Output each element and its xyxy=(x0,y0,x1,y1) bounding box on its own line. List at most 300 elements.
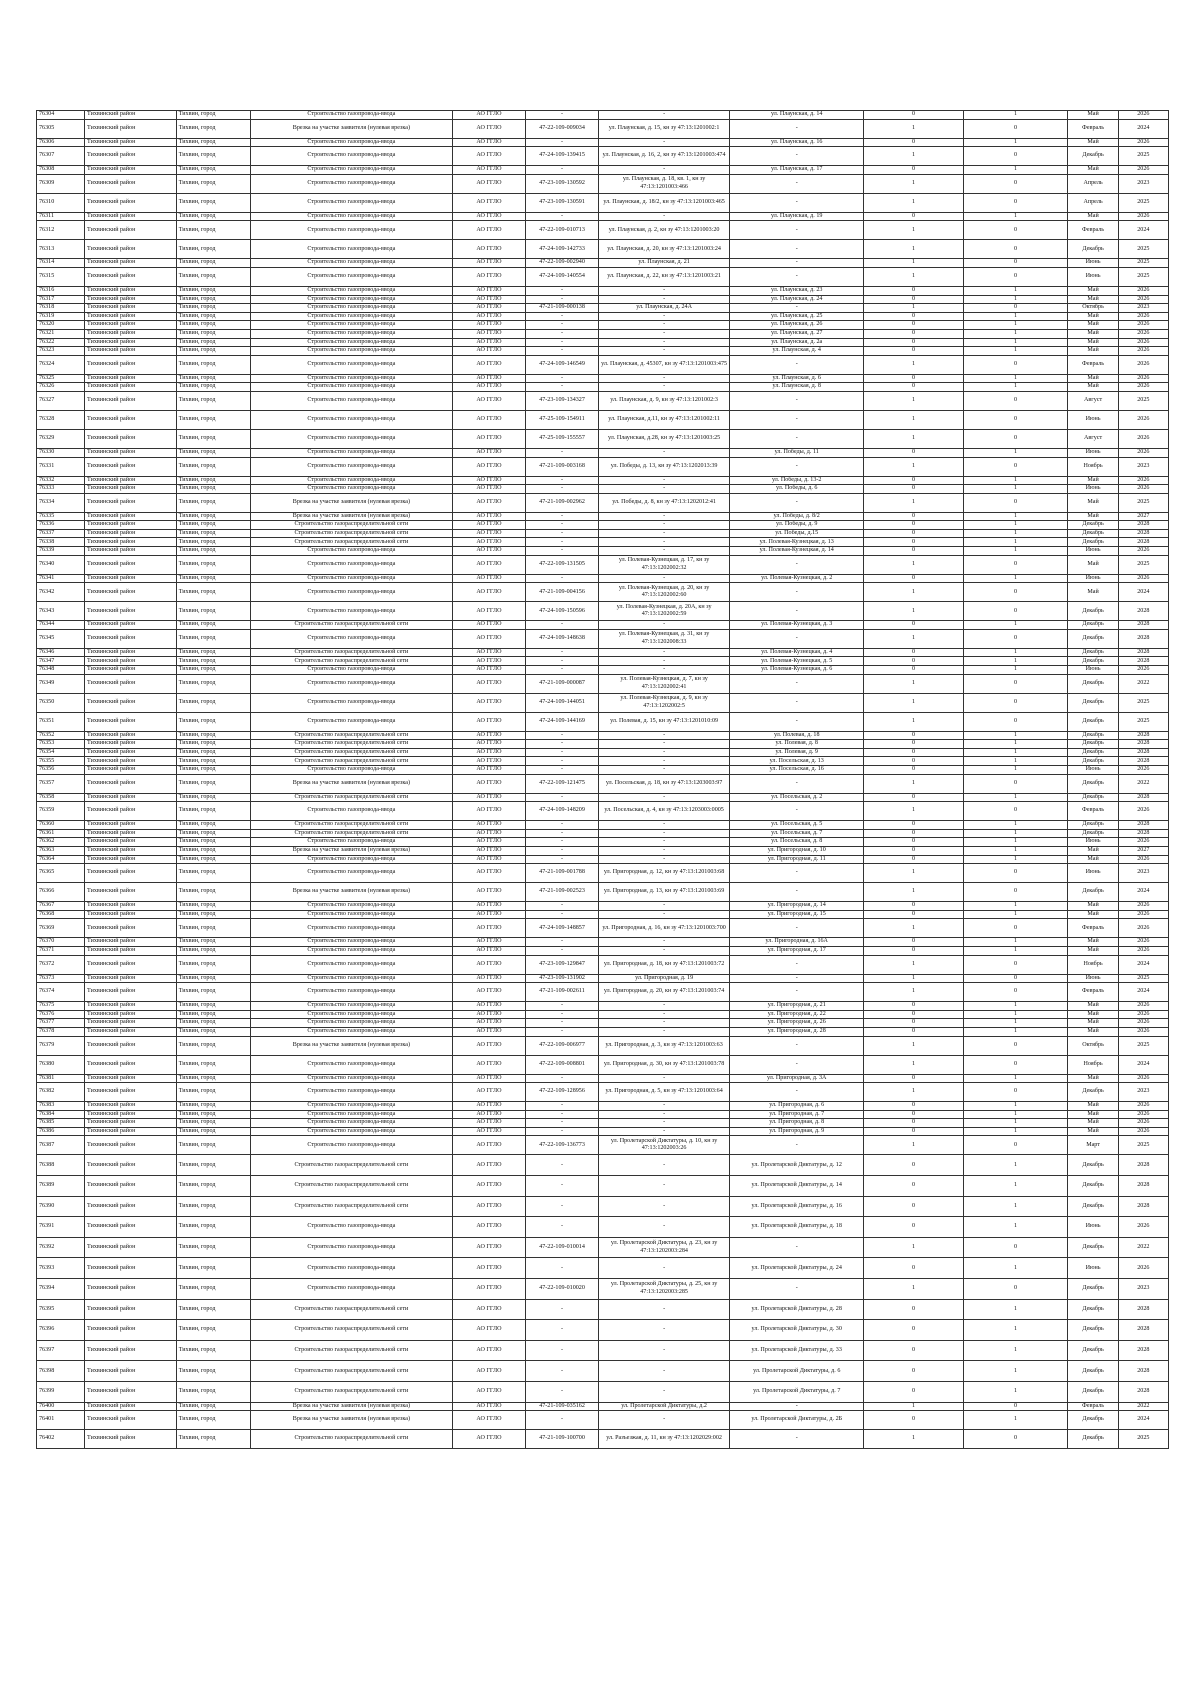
cell-settlement: Тихвин, город xyxy=(176,946,250,955)
cell-district: Тихвинский район xyxy=(85,547,177,556)
cell-month: Май xyxy=(1068,212,1118,221)
cell-month: Июнь xyxy=(1068,838,1118,847)
cell-organization: АО ГГЛО xyxy=(452,383,525,392)
table-row xyxy=(37,648,1169,657)
cell-application-number: 47-24-109-148638 xyxy=(525,629,598,648)
cell-organization: АО ГГЛО xyxy=(452,166,525,175)
cell-cadastral-address: - xyxy=(599,821,730,830)
cell-application-number: - xyxy=(525,347,598,356)
cell-cadastral-address: ул. Плаунская, д. 45307, кн зу 47:13:1201003:475 xyxy=(599,355,730,374)
cell-work-type: Строительство газораспределительной сети xyxy=(250,648,452,657)
cell-address: - xyxy=(730,602,864,621)
cell-organization: АО ГГЛО xyxy=(452,621,525,630)
cell-year: 2026 xyxy=(1118,485,1168,494)
cell-count-a: 0 xyxy=(864,574,963,583)
cell-settlement: Тихвин, город xyxy=(176,476,250,485)
cell-count-b: 1 xyxy=(963,648,1068,657)
cell-cadastral-address: ул. Пригородная, д. 3, кн зу 47:13:1201003:63 xyxy=(599,1036,730,1055)
cell-year: 2024 xyxy=(1118,983,1168,1002)
cell-cadastral-address: ул. Плаунская, д. 20, кн зу 47:13:1201003:24 xyxy=(599,240,730,259)
cell-count-b: 1 xyxy=(963,666,1068,675)
cell-settlement: Тихвин, город xyxy=(176,1102,250,1111)
cell-settlement: Тихвин, город xyxy=(176,429,250,448)
cell-address: ул. Пригородная, д. 11 xyxy=(730,855,864,864)
cell-row-number: 76329 xyxy=(37,429,85,448)
table-row xyxy=(37,674,1169,693)
cell-address: ул. Победы, д. 6 xyxy=(730,485,864,494)
cell-district: Тихвинский район xyxy=(85,383,177,392)
cell-organization: АО ГГЛО xyxy=(452,512,525,521)
cell-work-type: Строительство газопровода-ввода xyxy=(250,555,452,574)
cell-row-number: 76307 xyxy=(37,147,85,166)
cell-application-number: 47-22-109-010014 xyxy=(525,1237,598,1258)
cell-district: Тихвинский район xyxy=(85,674,177,693)
table-row xyxy=(37,802,1169,821)
cell-district: Тихвинский район xyxy=(85,902,177,911)
cell-cadastral-address: - xyxy=(599,1155,730,1176)
cell-cadastral-address: - xyxy=(599,648,730,657)
cell-row-number: 76372 xyxy=(37,955,85,974)
cell-count-a: 1 xyxy=(864,674,963,693)
cell-work-type: Врезка на участке заявителя (нулевая врезка) xyxy=(250,119,452,138)
cell-month: Май xyxy=(1068,321,1118,330)
cell-cadastral-address: - xyxy=(599,1019,730,1028)
cell-organization: АО ГГЛО xyxy=(452,583,525,602)
cell-settlement: Тихвин, город xyxy=(176,748,250,757)
cell-application-number: - xyxy=(525,547,598,556)
cell-application-number: 47-21-109-002962 xyxy=(525,493,598,512)
cell-count-b: 0 xyxy=(963,802,1068,821)
cell-row-number: 76370 xyxy=(37,938,85,947)
cell-district: Тихвинский район xyxy=(85,111,177,120)
cell-count-b: 1 xyxy=(963,295,1068,304)
cell-application-number: - xyxy=(525,138,598,147)
cell-address: - xyxy=(730,1036,864,1055)
cell-count-b: 1 xyxy=(963,312,1068,321)
cell-year: 2026 xyxy=(1118,111,1168,120)
cell-month: Июнь xyxy=(1068,766,1118,775)
cell-organization: АО ГГЛО xyxy=(452,267,525,286)
cell-application-number: - xyxy=(525,1027,598,1036)
cell-row-number: 76351 xyxy=(37,712,85,731)
cell-organization: АО ГГЛО xyxy=(452,748,525,757)
cell-district: Тихвинский район xyxy=(85,1002,177,1011)
cell-month: Май xyxy=(1068,555,1118,574)
cell-application-number: - xyxy=(525,657,598,666)
cell-district: Тихвинский район xyxy=(85,774,177,793)
cell-organization: АО ГГЛО xyxy=(452,1110,525,1119)
cell-district: Тихвинский район xyxy=(85,802,177,821)
cell-count-b: 1 xyxy=(963,1127,1068,1136)
cell-settlement: Тихвин, город xyxy=(176,821,250,830)
cell-month: Декабрь xyxy=(1068,757,1118,766)
cell-count-a: 0 xyxy=(864,448,963,457)
table-row xyxy=(37,938,1169,947)
cell-cadastral-address: - xyxy=(599,166,730,175)
cell-count-b: 0 xyxy=(963,457,1068,476)
cell-address: ул. Пригородная, д. 21 xyxy=(730,1002,864,1011)
cell-district: Тихвинский район xyxy=(85,629,177,648)
cell-count-b: 0 xyxy=(963,1279,1068,1300)
cell-settlement: Тихвин, город xyxy=(176,583,250,602)
cell-application-number: 47-23-109-134327 xyxy=(525,391,598,410)
cell-settlement: Тихвин, город xyxy=(176,974,250,983)
cell-district: Тихвинский район xyxy=(85,621,177,630)
table-row xyxy=(37,1299,1169,1320)
cell-settlement: Тихвин, город xyxy=(176,1002,250,1011)
cell-organization: АО ГГЛО xyxy=(452,821,525,830)
cell-cadastral-address: - xyxy=(599,1340,730,1361)
cell-work-type: Строительство газопровода-ввода xyxy=(250,166,452,175)
cell-count-a: 0 xyxy=(864,1320,963,1341)
cell-address: ул. Посельская, д. 2 xyxy=(730,793,864,802)
cell-district: Тихвинский район xyxy=(85,1217,177,1238)
cell-count-b: 1 xyxy=(963,1382,1068,1403)
cell-address: ул. Пригородная, д. 14 xyxy=(730,902,864,911)
cell-organization: АО ГГЛО xyxy=(452,1279,525,1300)
cell-application-number: - xyxy=(525,1196,598,1217)
cell-work-type: Врезка на участке заявителя (нулевая врезка) xyxy=(250,493,452,512)
cell-cadastral-address: ул. Пригородная, д. 18, кн зу 47:13:1201003:72 xyxy=(599,955,730,974)
cell-settlement: Тихвин, город xyxy=(176,657,250,666)
cell-address: - xyxy=(730,1237,864,1258)
cell-address: ул. Полевая-Кузнецкая, д. 4 xyxy=(730,648,864,657)
cell-application-number: - xyxy=(525,666,598,675)
cell-cadastral-address: - xyxy=(599,838,730,847)
cell-year: 2025 xyxy=(1118,1136,1168,1155)
cell-year: 2028 xyxy=(1118,521,1168,530)
table-row xyxy=(37,1036,1169,1055)
cell-application-number: - xyxy=(525,374,598,383)
cell-work-type: Строительство газопровода-ввода xyxy=(250,304,452,313)
cell-row-number: 76322 xyxy=(37,338,85,347)
cell-application-number: 47-21-109-035162 xyxy=(525,1402,598,1411)
cell-organization: АО ГГЛО xyxy=(452,731,525,740)
cell-row-number: 76304 xyxy=(37,111,85,120)
cell-address: - xyxy=(730,1136,864,1155)
cell-count-b: 1 xyxy=(963,538,1068,547)
cell-month: Декабрь xyxy=(1068,883,1118,902)
table-row xyxy=(37,410,1169,429)
cell-organization: АО ГГЛО xyxy=(452,555,525,574)
cell-month: Декабрь xyxy=(1068,602,1118,621)
cell-settlement: Тихвин, город xyxy=(176,1217,250,1238)
cell-count-b: 0 xyxy=(963,355,1068,374)
cell-row-number: 76312 xyxy=(37,221,85,240)
cell-settlement: Тихвин, город xyxy=(176,493,250,512)
cell-organization: АО ГГЛО xyxy=(452,657,525,666)
table-row xyxy=(37,166,1169,175)
cell-month: Май xyxy=(1068,374,1118,383)
cell-cadastral-address: ул. Плаунская, д. 2, кн зу 47:13:1201003:20 xyxy=(599,221,730,240)
cell-settlement: Тихвин, город xyxy=(176,555,250,574)
cell-district: Тихвинский район xyxy=(85,955,177,974)
cell-settlement: Тихвин, город xyxy=(176,846,250,855)
cell-settlement: Тихвин, город xyxy=(176,410,250,429)
cell-month: Декабрь xyxy=(1068,1320,1118,1341)
cell-month: Июнь xyxy=(1068,485,1118,494)
cell-row-number: 76361 xyxy=(37,829,85,838)
cell-work-type: Строительство газораспределительной сети xyxy=(250,521,452,530)
cell-count-a: 0 xyxy=(864,1176,963,1197)
cell-settlement: Тихвин, город xyxy=(176,521,250,530)
cell-work-type: Строительство газопровода-ввода xyxy=(250,1019,452,1028)
cell-district: Тихвинский район xyxy=(85,983,177,1002)
cell-settlement: Тихвин, город xyxy=(176,111,250,120)
cell-organization: АО ГГЛО xyxy=(452,983,525,1002)
cell-address: ул. Плаунская, д. 17 xyxy=(730,166,864,175)
cell-work-type: Строительство газопровода-ввода xyxy=(250,1110,452,1119)
cell-district: Тихвинский район xyxy=(85,267,177,286)
cell-district: Тихвинский район xyxy=(85,855,177,864)
cell-count-b: 1 xyxy=(963,1102,1068,1111)
table-row xyxy=(37,855,1169,864)
cell-district: Тихвинский район xyxy=(85,166,177,175)
cell-count-a: 1 xyxy=(864,774,963,793)
cell-count-a: 0 xyxy=(864,766,963,775)
cell-month: Декабрь xyxy=(1068,693,1118,712)
cell-settlement: Тихвин, город xyxy=(176,910,250,919)
cell-cadastral-address: ул. Плаунская, д. 22, кн зу 47:13:1201003:21 xyxy=(599,267,730,286)
cell-cadastral-address: - xyxy=(599,476,730,485)
cell-count-a: 0 xyxy=(864,538,963,547)
cell-work-type: Строительство газораспределительной сети xyxy=(250,1176,452,1197)
cell-month: Май xyxy=(1068,1002,1118,1011)
cell-count-a: 1 xyxy=(864,1430,963,1449)
cell-settlement: Тихвин, город xyxy=(176,883,250,902)
cell-application-number: - xyxy=(525,448,598,457)
cell-address: ул. Плаунская, д. 2а xyxy=(730,338,864,347)
cell-application-number: - xyxy=(525,286,598,295)
cell-row-number: 76387 xyxy=(37,1136,85,1155)
cell-year: 2026 xyxy=(1118,448,1168,457)
cell-month: Май xyxy=(1068,846,1118,855)
cell-month: Май xyxy=(1068,946,1118,955)
cell-application-number: - xyxy=(525,766,598,775)
cell-count-a: 1 xyxy=(864,240,963,259)
cell-work-type: Врезка на участке заявителя (нулевая врезка) xyxy=(250,1411,452,1430)
cell-count-a: 0 xyxy=(864,512,963,521)
cell-month: Май xyxy=(1068,166,1118,175)
cell-work-type: Строительство газопровода-ввода xyxy=(250,864,452,883)
cell-month: Май xyxy=(1068,583,1118,602)
cell-year: 2026 xyxy=(1118,919,1168,938)
cell-cadastral-address: - xyxy=(599,1002,730,1011)
cell-district: Тихвинский район xyxy=(85,212,177,221)
cell-cadastral-address: - xyxy=(599,757,730,766)
cell-row-number: 76393 xyxy=(37,1258,85,1279)
cell-count-a: 0 xyxy=(864,621,963,630)
cell-count-a: 0 xyxy=(864,1010,963,1019)
cell-count-b: 1 xyxy=(963,1176,1068,1197)
cell-application-number: 47-21-109-100700 xyxy=(525,1430,598,1449)
cell-work-type: Строительство газопровода-ввода xyxy=(250,919,452,938)
cell-row-number: 76324 xyxy=(37,355,85,374)
cell-settlement: Тихвин, город xyxy=(176,855,250,864)
cell-address: ул. Плаунская, д. 23 xyxy=(730,286,864,295)
cell-work-type: Врезка на участке заявителя (нулевая врезка) xyxy=(250,1402,452,1411)
cell-year: 2028 xyxy=(1118,1155,1168,1176)
cell-work-type: Врезка на участке заявителя (нулевая врезка) xyxy=(250,512,452,521)
cell-settlement: Тихвин, город xyxy=(176,983,250,1002)
cell-month: Декабрь xyxy=(1068,648,1118,657)
cell-year: 2026 xyxy=(1118,910,1168,919)
cell-application-number: - xyxy=(525,1019,598,1028)
cell-settlement: Тихвин, город xyxy=(176,338,250,347)
cell-organization: АО ГГЛО xyxy=(452,1119,525,1128)
cell-district: Тихвинский район xyxy=(85,493,177,512)
cell-address: - xyxy=(730,1279,864,1300)
cell-work-type: Строительство газораспределительной сети xyxy=(250,1430,452,1449)
cell-cadastral-address: - xyxy=(599,1196,730,1217)
cell-month: Декабрь xyxy=(1068,629,1118,648)
cell-organization: АО ГГЛО xyxy=(452,712,525,731)
cell-year: 2025 xyxy=(1118,555,1168,574)
cell-month: Июнь xyxy=(1068,974,1118,983)
cell-cadastral-address: ул. Пролетарской Диктатуры, д. 10, кн зу 47:13:1202003:26 xyxy=(599,1136,730,1155)
cell-address: ул. Полевая-Кузнецкая, д. 3 xyxy=(730,621,864,630)
cell-address: - xyxy=(730,410,864,429)
cell-district: Тихвинский район xyxy=(85,286,177,295)
cell-cadastral-address: - xyxy=(599,1027,730,1036)
cell-settlement: Тихвин, город xyxy=(176,802,250,821)
cell-settlement: Тихвин, город xyxy=(176,391,250,410)
cell-year: 2028 xyxy=(1118,1382,1168,1403)
cell-month: Февраль xyxy=(1068,919,1118,938)
cell-address: - xyxy=(730,1055,864,1074)
table-row xyxy=(37,1019,1169,1028)
table-row xyxy=(37,1411,1169,1430)
cell-year: 2027 xyxy=(1118,512,1168,521)
cell-count-a: 1 xyxy=(864,883,963,902)
cell-address: - xyxy=(730,555,864,574)
cell-address: ул. Полевая, д. 9 xyxy=(730,748,864,757)
cell-work-type: Строительство газопровода-ввода xyxy=(250,1119,452,1128)
cell-count-b: 0 xyxy=(963,1136,1068,1155)
cell-month: Декабрь xyxy=(1068,657,1118,666)
cell-count-a: 0 xyxy=(864,1196,963,1217)
cell-work-type: Строительство газопровода-ввода xyxy=(250,1258,452,1279)
cell-count-a: 0 xyxy=(864,1110,963,1119)
cell-settlement: Тихвин, город xyxy=(176,1055,250,1074)
cell-address: - xyxy=(730,147,864,166)
cell-count-b: 1 xyxy=(963,547,1068,556)
cell-year: 2026 xyxy=(1118,347,1168,356)
cell-settlement: Тихвин, город xyxy=(176,457,250,476)
cell-cadastral-address: ул. Плаунская, д. 21 xyxy=(599,259,730,268)
cell-application-number: 47-22-109-010713 xyxy=(525,221,598,240)
cell-year: 2028 xyxy=(1118,731,1168,740)
cell-row-number: 76386 xyxy=(37,1127,85,1136)
cell-month: Декабрь xyxy=(1068,1430,1118,1449)
cell-year: 2028 xyxy=(1118,602,1168,621)
cell-organization: АО ГГЛО xyxy=(452,485,525,494)
cell-district: Тихвинский район xyxy=(85,240,177,259)
cell-organization: АО ГГЛО xyxy=(452,493,525,512)
cell-district: Тихвинский район xyxy=(85,829,177,838)
cell-count-a: 0 xyxy=(864,338,963,347)
cell-work-type: Врезка на участке заявителя (нулевая врезка) xyxy=(250,1036,452,1055)
cell-address: ул. Пригородная, д. 28 xyxy=(730,1027,864,1036)
cell-month: Ноябрь xyxy=(1068,1055,1118,1074)
cell-settlement: Тихвин, город xyxy=(176,312,250,321)
cell-count-b: 0 xyxy=(963,119,1068,138)
cell-cadastral-address: - xyxy=(599,574,730,583)
cell-district: Тихвинский район xyxy=(85,1010,177,1019)
cell-month: Февраль xyxy=(1068,355,1118,374)
cell-count-a: 1 xyxy=(864,1036,963,1055)
cell-address: - xyxy=(730,629,864,648)
cell-cadastral-address: - xyxy=(599,212,730,221)
cell-work-type: Строительство газораспределительной сети xyxy=(250,731,452,740)
cell-year: 2028 xyxy=(1118,629,1168,648)
cell-organization: АО ГГЛО xyxy=(452,410,525,429)
cell-count-b: 0 xyxy=(963,410,1068,429)
cell-organization: АО ГГЛО xyxy=(452,391,525,410)
cell-address: ул. Пригородная, д. 8 xyxy=(730,1119,864,1128)
cell-year: 2025 xyxy=(1118,693,1168,712)
cell-address: - xyxy=(730,1402,864,1411)
cell-work-type: Строительство газораспределительной сети xyxy=(250,621,452,630)
cell-work-type: Строительство газопровода-ввода xyxy=(250,355,452,374)
cell-application-number: 47-22-109-010020 xyxy=(525,1279,598,1300)
table-row xyxy=(37,512,1169,521)
cell-address: - xyxy=(730,259,864,268)
cell-month: Июнь xyxy=(1068,448,1118,457)
cell-address: ул. Пригородная, д. 26 xyxy=(730,1019,864,1028)
cell-row-number: 76346 xyxy=(37,648,85,657)
cell-settlement: Тихвин, город xyxy=(176,712,250,731)
cell-district: Тихвинский район xyxy=(85,583,177,602)
cell-cadastral-address: - xyxy=(599,547,730,556)
cell-year: 2026 xyxy=(1118,374,1168,383)
cell-settlement: Тихвин, город xyxy=(176,1083,250,1102)
cell-count-b: 0 xyxy=(963,983,1068,1002)
cell-month: Июнь xyxy=(1068,574,1118,583)
cell-work-type: Строительство газораспределительной сети xyxy=(250,821,452,830)
cell-work-type: Строительство газораспределительной сети xyxy=(250,1382,452,1403)
table-row xyxy=(37,1083,1169,1102)
cell-row-number: 76327 xyxy=(37,391,85,410)
cell-year: 2026 xyxy=(1118,321,1168,330)
cell-address: ул. Плаунская, д. 8 xyxy=(730,383,864,392)
cell-cadastral-address: ул. Плаунская, д. 15, кн зу 47:13:1201002:1 xyxy=(599,119,730,138)
cell-year: 2023 xyxy=(1118,1279,1168,1300)
cell-application-number: - xyxy=(525,338,598,347)
cell-address: - xyxy=(730,583,864,602)
cell-count-a: 0 xyxy=(864,838,963,847)
cell-work-type: Строительство газопровода-ввода xyxy=(250,147,452,166)
cell-application-number: - xyxy=(525,829,598,838)
cell-cadastral-address: ул. Разъезжая, д. 11, кн зу 47:13:1202029:002 xyxy=(599,1430,730,1449)
cell-organization: АО ГГЛО xyxy=(452,138,525,147)
cell-row-number: 76390 xyxy=(37,1196,85,1217)
cell-address: - xyxy=(730,193,864,212)
cell-row-number: 76314 xyxy=(37,259,85,268)
cell-count-a: 0 xyxy=(864,1258,963,1279)
table-row xyxy=(37,1102,1169,1111)
cell-month: Май xyxy=(1068,493,1118,512)
cell-cadastral-address: ул. Полевая-Кузнецкая, д. 20, кн зу 47:13:1202002:60 xyxy=(599,583,730,602)
cell-year: 2024 xyxy=(1118,1411,1168,1430)
cell-address: ул. Пролетарской Диктатуры, д. 16 xyxy=(730,1196,864,1217)
cell-district: Тихвинский район xyxy=(85,147,177,166)
cell-work-type: Строительство газопровода-ввода xyxy=(250,1027,452,1036)
cell-count-a: 1 xyxy=(864,174,963,193)
cell-district: Тихвинский район xyxy=(85,312,177,321)
cell-application-number: 47-21-109-003168 xyxy=(525,457,598,476)
cell-cadastral-address: ул. Плаунская, д. 18, кв. 1, кн зу 47:13:1201003:466 xyxy=(599,174,730,193)
